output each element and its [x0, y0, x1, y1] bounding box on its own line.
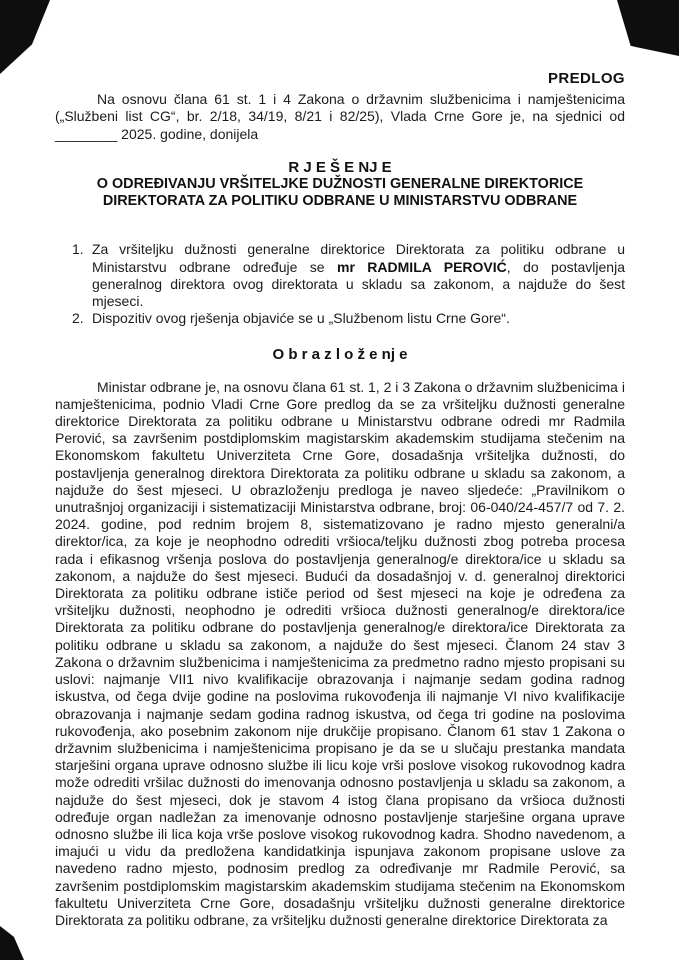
- appointee-name: mr RADMILA PEROVIĆ: [337, 258, 507, 275]
- decree-item-2: [55, 310, 625, 327]
- decree-item-2-text: Dispozitiv ovog rješenja objaviće se u „Službenom listu Crne Gore“.: [92, 310, 510, 327]
- proposal-label: PREDLOG: [548, 70, 625, 87]
- decree-item-1-text-before: Za vršiteljku dužnosti generalne direktorice Direktorata za politiku odbrane u Ministarstvu odbrane određuje se: [92, 241, 625, 275]
- scan-artifact-corner-top-left: [0, 0, 50, 74]
- scan-artifact-corner-top-right: [617, 0, 679, 56]
- explanation-heading: O b r a z l o ž e nj e: [272, 346, 408, 364]
- decree-item-1-text-after: , do postavljenja generalnog direktora ovog direktorata u skladu sa zakonom, a najduže do šest mjeseci.: [92, 258, 625, 310]
- preamble-paragraph: Na osnovu člana 61 st. 1 i 4 Zakona o državnim službenicima i namještenicima („Službeni list CG“, br. 2/18, 34/19, 8/21 i 82/25), Vlada Crne Gore je, na sjednici od ________ 2025. godine, donijela: [55, 91, 625, 142]
- document-content: [55, 70, 625, 929]
- explanation-body-paragraph: Ministar odbrane je, na osnovu člana 61 st. 1, 2 i 3 Zakona o državnim službenicima i namještenicima, podnio Vladi Crne Gore predlog da se za vršiteljku dužnosti generalne direktorice Direktorata za politiku odbrane u Ministarstvu odbrane odredi mr Radmila Perović, sa završenim postdiplomskim magistarskim akademskim studijama stečenim na Ekonomskom fakultetu Univerziteta Crne Gore, dosadašnja vršiteljka dužnosti, do postavljenja generalnog direktora Direktorata za politiku odbrane u skladu sa zakonom, a najduže do šest mjeseci. U obrazloženju predloga je naveo sljedeće: „Pravilnikom o unutrašnjoj organizaciji i sistematizaciji Ministarstva odbrane, broj: 06-040/24-457/7 od 7. 2. 2024. godine, pod rednim brojem 8, sistematizovano je radno mjesto generalni/a direktor/ica, za koje je neophodno odrediti vršioca/teljku dužnosti zbog potreba procesa rada i efikasnog vršenja poslova do postavljenja generalnog/e direktora/ice u skladu sa zakonom, a najduže do šest mjeseci. Budući da dosadašnjoj v. d. generalnoj direktorici Direktorata za politiku odbrane ističe period od šest mjeseci na koje je određena za vršiteljku dužnosti, neophodno je odrediti vršioca dužnosti generalnog/e direktora/ice Direktorata za politiku odbrane do postavljenja generalnog/e direktora/ice Direktorata za politiku odbrane u skladu sa zakonom, a najduže do šest mjeseci. Članom 24 stav 3 Zakona o državnim službenicima i namještenicima za predmetno radno mjesto propisani su uslovi: najmanje VII1 nivo kvalifikacije obrazovanja i najmanje sedam godina radnog iskustva, od čega dvije godine na poslovima rukovođenja ili najmanje VI nivo kvalifikacije obrazovanja i najmanje sedam godina radnog iskustva, od čega tri godine na poslovima rukovođenja, ako posebnim zakonom nije drukčije propisano. Članom 61 stav 1 Zakona o državnim službenicima i namještenicima propisano je da se u slučaju prestanka mandata starješini organa uprave odnosno službe ili licu koje vrši poslove visokog rukovodnog kadra može odrediti vršilac dužnosti do imenovanja odnosno postavljenja u skladu sa zakonom, a najduže do šest mjeseci, dok je stavom 4 istog člana propisano da vršioca dužnosti određuje organ nadležan za imenovanje odnosno postavljenje starješine organa uprave odnosno službe ili lica koja vrše poslove visokog rukovodnog kadra. Shodno navedenom, a imajući u vidu da predložena kandidatkinja ispunjava zakonom propisane uslove za navedeno radno mjesto, podnosim predlog za određivanje mr Radmile Perović, sa završenim postdiplomskim magistarskim akademskim studijama stečenim na Ekonomskom fakultetu Univerziteta Crne Gore, dosadašnju vršiteljku dužnosti generalne direktorice Direktorata za politiku odbrane, za vršiteljku dužnosti generalne direktorice Direktorata za: [55, 378, 625, 928]
- decree-items-list: [55, 241, 625, 327]
- decree-item-2-number: 2.: [72, 310, 84, 327]
- decree-title: R J E Š E NJ E: [288, 158, 392, 176]
- decree-item-1-number: 1.: [72, 241, 84, 258]
- decree-subtitle-line-1: O ODREĐIVANJU VRŠITELJKE DUŽNOSTI GENERALNE DIREKTORICE: [96, 176, 584, 193]
- decree-item-1: [55, 241, 625, 310]
- scan-artifact-corner-bottom-left: [0, 926, 24, 960]
- decree-subtitle-line-2: DIREKTORATA ZA POLITIKU ODBRANE U MINISTARSTVU ODBRANE: [102, 193, 578, 210]
